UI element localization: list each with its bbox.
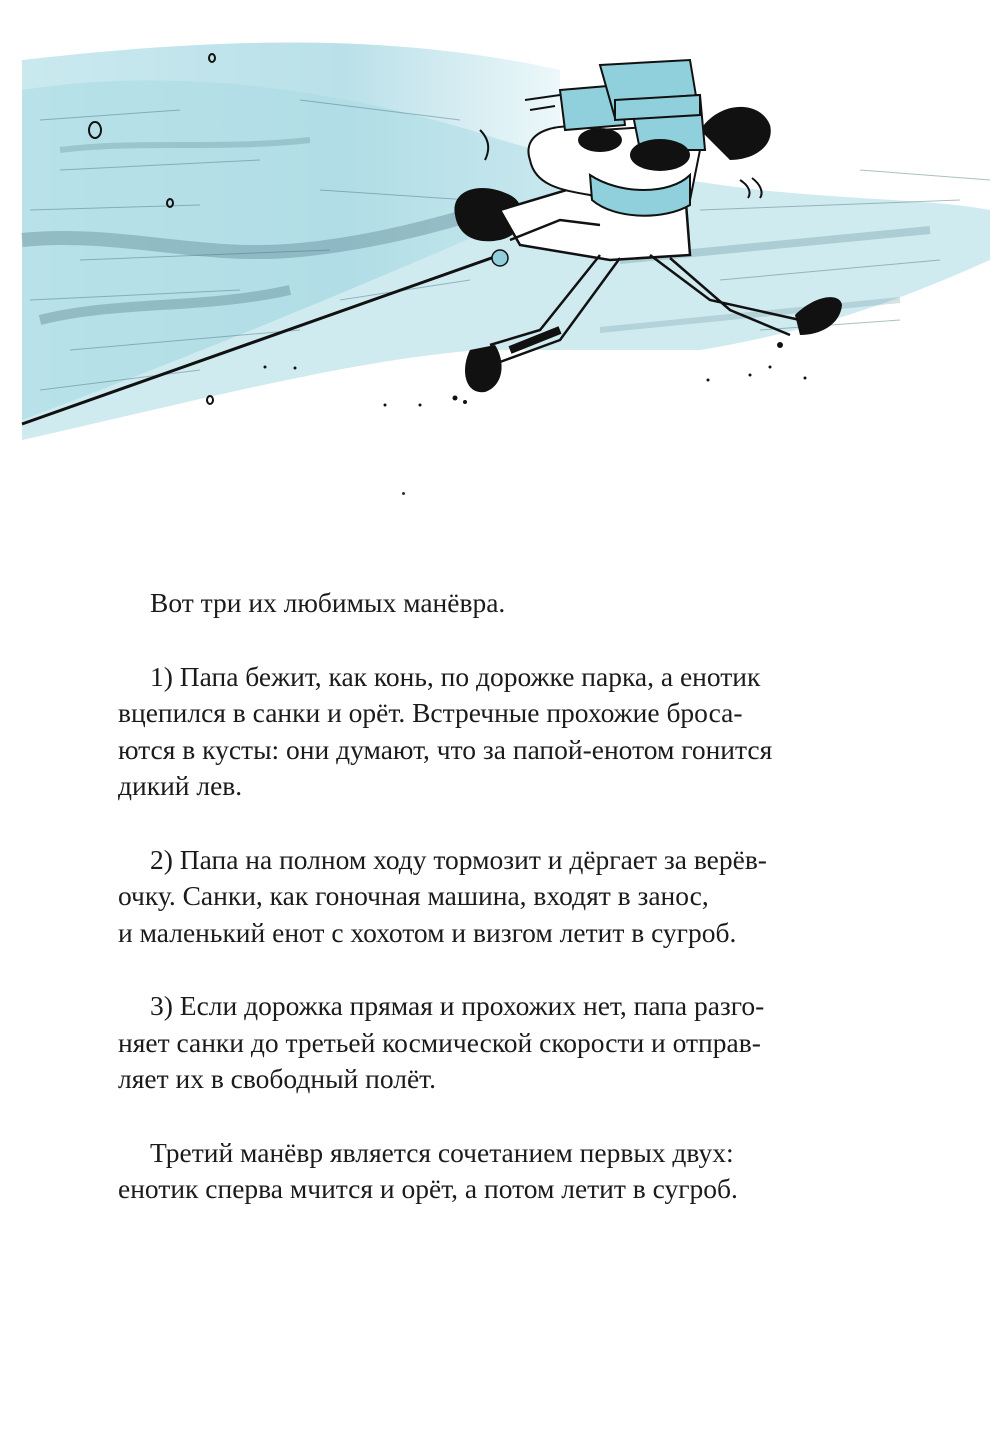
- maneuver-1-paragraph: [118, 659, 878, 805]
- text-line: и маленький енот с хохотом и визгом летит в сугроб.: [118, 916, 737, 948]
- maneuver-3-paragraph: [118, 988, 878, 1098]
- text-line: 1) Папа бежит, как конь, по дорожке парка, а енотик: [150, 660, 761, 692]
- snow-background: [22, 43, 990, 441]
- raccoon-running-illustration: [0, 0, 1000, 470]
- text-line: ляет их в свободный полёт.: [118, 1063, 437, 1094]
- text-line: ются в кусты: они думают, что за папой-енотом гонится: [118, 733, 773, 765]
- story-text: [118, 585, 878, 1245]
- text-line: дикий лев.: [118, 770, 243, 801]
- text-line: Третий манёвр является сочетанием первых двух:: [150, 1136, 734, 1168]
- text-line: няет санки до третьей космической скорости и отправ-: [118, 1026, 761, 1058]
- intro-paragraph: [118, 585, 878, 622]
- text-line: 2) Папа на полном ходу тормозит и дёргает за верёв-: [150, 843, 767, 875]
- ink-speck: [402, 492, 405, 495]
- text-line: Вот три их любимых манёвра.: [150, 587, 506, 618]
- text-line: енотик сперва мчится и орёт, а потом летит в сугроб.: [118, 1173, 738, 1204]
- text-line: очку. Санки, как гоночная машина, входят в занос,: [118, 880, 709, 911]
- text-line: вцепился в санки и орёт. Встречные прохожие броса-: [118, 697, 743, 728]
- maneuver-2-paragraph: [118, 842, 878, 952]
- text-line: 3) Если дорожка прямая и прохожих нет, папа разго-: [150, 990, 765, 1021]
- conclusion-paragraph: [118, 1135, 878, 1208]
